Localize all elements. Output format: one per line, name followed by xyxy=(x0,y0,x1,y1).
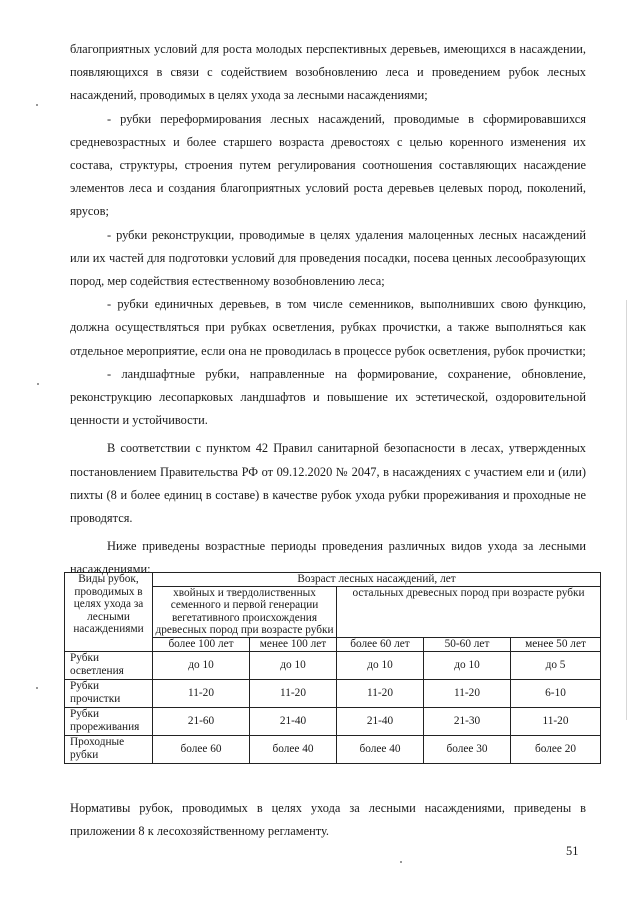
table-cell: 21-40 xyxy=(337,707,424,735)
table-row xyxy=(65,651,601,679)
table-cell: 11-20 xyxy=(153,679,250,707)
row-label: Рубки прочистки xyxy=(65,679,153,707)
paragraph-continuation: благоприятных условий для роста молодых перспективных деревьев, имеющихся в насаждении, появляющихся в связи с содействием возобновлению леса и проведением рубок лесных насаждений, проводимых в целях ухода за лесными насаждениями; xyxy=(70,42,586,103)
paragraph-single-tree-cuttings: - рубки единичных деревьев, в том числе семенников, выполнивших свою функцию, должна осуществляться при рубках осветления, рубках прочистки, а также выполняться как отдельное мероприятие, если она не проводилась в процессе рубок осветления, рубок прочистки; xyxy=(70,297,586,358)
footer-note: Нормативы рубок, проводимых в целях ухода за лесными насаждениями, приведены в приложении 8 к лесохозяйственному регламенту. xyxy=(70,801,586,838)
paragraph-sanitary-rules: В соответствии с пунктом 42 Правил санитарной безопасности в лесах, утвержденных постановлением Правительства РФ от 09.12.2020 № 2047, в насаждениях с участием ели и (или) пихты (8 и более единиц в составе) в качестве рубок ухода рубки прореживания и проходные не проводятся. xyxy=(70,441,586,526)
table-cell: более 30 xyxy=(424,735,511,763)
scan-speck xyxy=(37,383,39,385)
page-number: 51 xyxy=(566,844,579,858)
paragraph-reconstruction-cuttings: - рубки реконструкции, проводимые в целях удаления малоценных лесных насаждений или их частей для подготовки условий для проведения посадки, посева ценных лесообразующих пород, мер содействия естественному возобновлению леса; xyxy=(70,227,586,289)
table-col-header: менее 100 лет xyxy=(250,637,337,651)
scan-speck xyxy=(36,687,38,689)
scan-speck xyxy=(36,104,38,106)
table-col-header: менее 50 лет xyxy=(511,637,601,651)
table-col-header: более 60 лет xyxy=(337,637,424,651)
row-label: Рубки осветления xyxy=(65,651,153,679)
table-header-age: Возраст лесных насаждений, лет xyxy=(153,573,601,587)
table-cell: более 40 xyxy=(250,735,337,763)
paragraph-reforming-cuttings: - рубки переформирования лесных насаждений, проводимые в сформировавшихся средневозрастных и более старшего возраста древостоях с целью коренного изменения их состава, структуры, строения путем регулирования соотношения составляющих насаждение элементов леса и создания благоприятных условий роста деревьев целевых пород, поколений, ярусов; xyxy=(70,111,586,219)
table-col-header: более 100 лет xyxy=(153,637,250,651)
scan-edge-line xyxy=(626,300,627,720)
table-cell: до 10 xyxy=(250,651,337,679)
table-cell: 21-30 xyxy=(424,707,511,735)
table-cell: до 10 xyxy=(153,651,250,679)
body-text xyxy=(70,38,586,582)
table-cell: 11-20 xyxy=(424,679,511,707)
table-cell: 11-20 xyxy=(250,679,337,707)
table-cell: 21-40 xyxy=(250,707,337,735)
table-cell: 11-20 xyxy=(337,679,424,707)
care-cuttings-age-table xyxy=(64,572,601,764)
table-cell: до 10 xyxy=(337,651,424,679)
table-cell: более 40 xyxy=(337,735,424,763)
table-header-conifer-group: хвойных и твердолиственных семенного и первой генерации вегетативного происхождения древесных пород при возрасте рубки xyxy=(153,586,337,637)
table-cell: более 60 xyxy=(153,735,250,763)
table-row xyxy=(65,735,601,763)
table-header-other-species-group: остальных древесных пород при возрасте рубки xyxy=(337,586,601,637)
paragraph-landscape-cuttings: - ландшафтные рубки, направленные на формирование, сохранение, обновление, реконструкцию лесопарковых ландшафтов и повышение их эстетической, оздоровительной ценности и устойчивости. xyxy=(70,366,586,428)
table-col-header: 50-60 лет xyxy=(424,637,511,651)
table-cell: 21-60 xyxy=(153,707,250,735)
row-label: Проходные рубки xyxy=(65,735,153,763)
paragraph-table-intro: Ниже приведены возрастные периоды проведения различных видов ухода за лесными насаждениями: xyxy=(70,539,586,577)
table-cell: более 20 xyxy=(511,735,601,763)
table-header-cutting-types: Виды рубок, проводимых в целях ухода за лесными насаждениями xyxy=(65,573,153,652)
table-cell: до 5 xyxy=(511,651,601,679)
table-row xyxy=(65,679,601,707)
table-row xyxy=(65,707,601,735)
row-label: Рубки прореживания xyxy=(65,707,153,735)
table-cell: до 10 xyxy=(424,651,511,679)
table-cell: 11-20 xyxy=(511,707,601,735)
scan-speck xyxy=(400,861,402,863)
table-cell: 6-10 xyxy=(511,679,601,707)
